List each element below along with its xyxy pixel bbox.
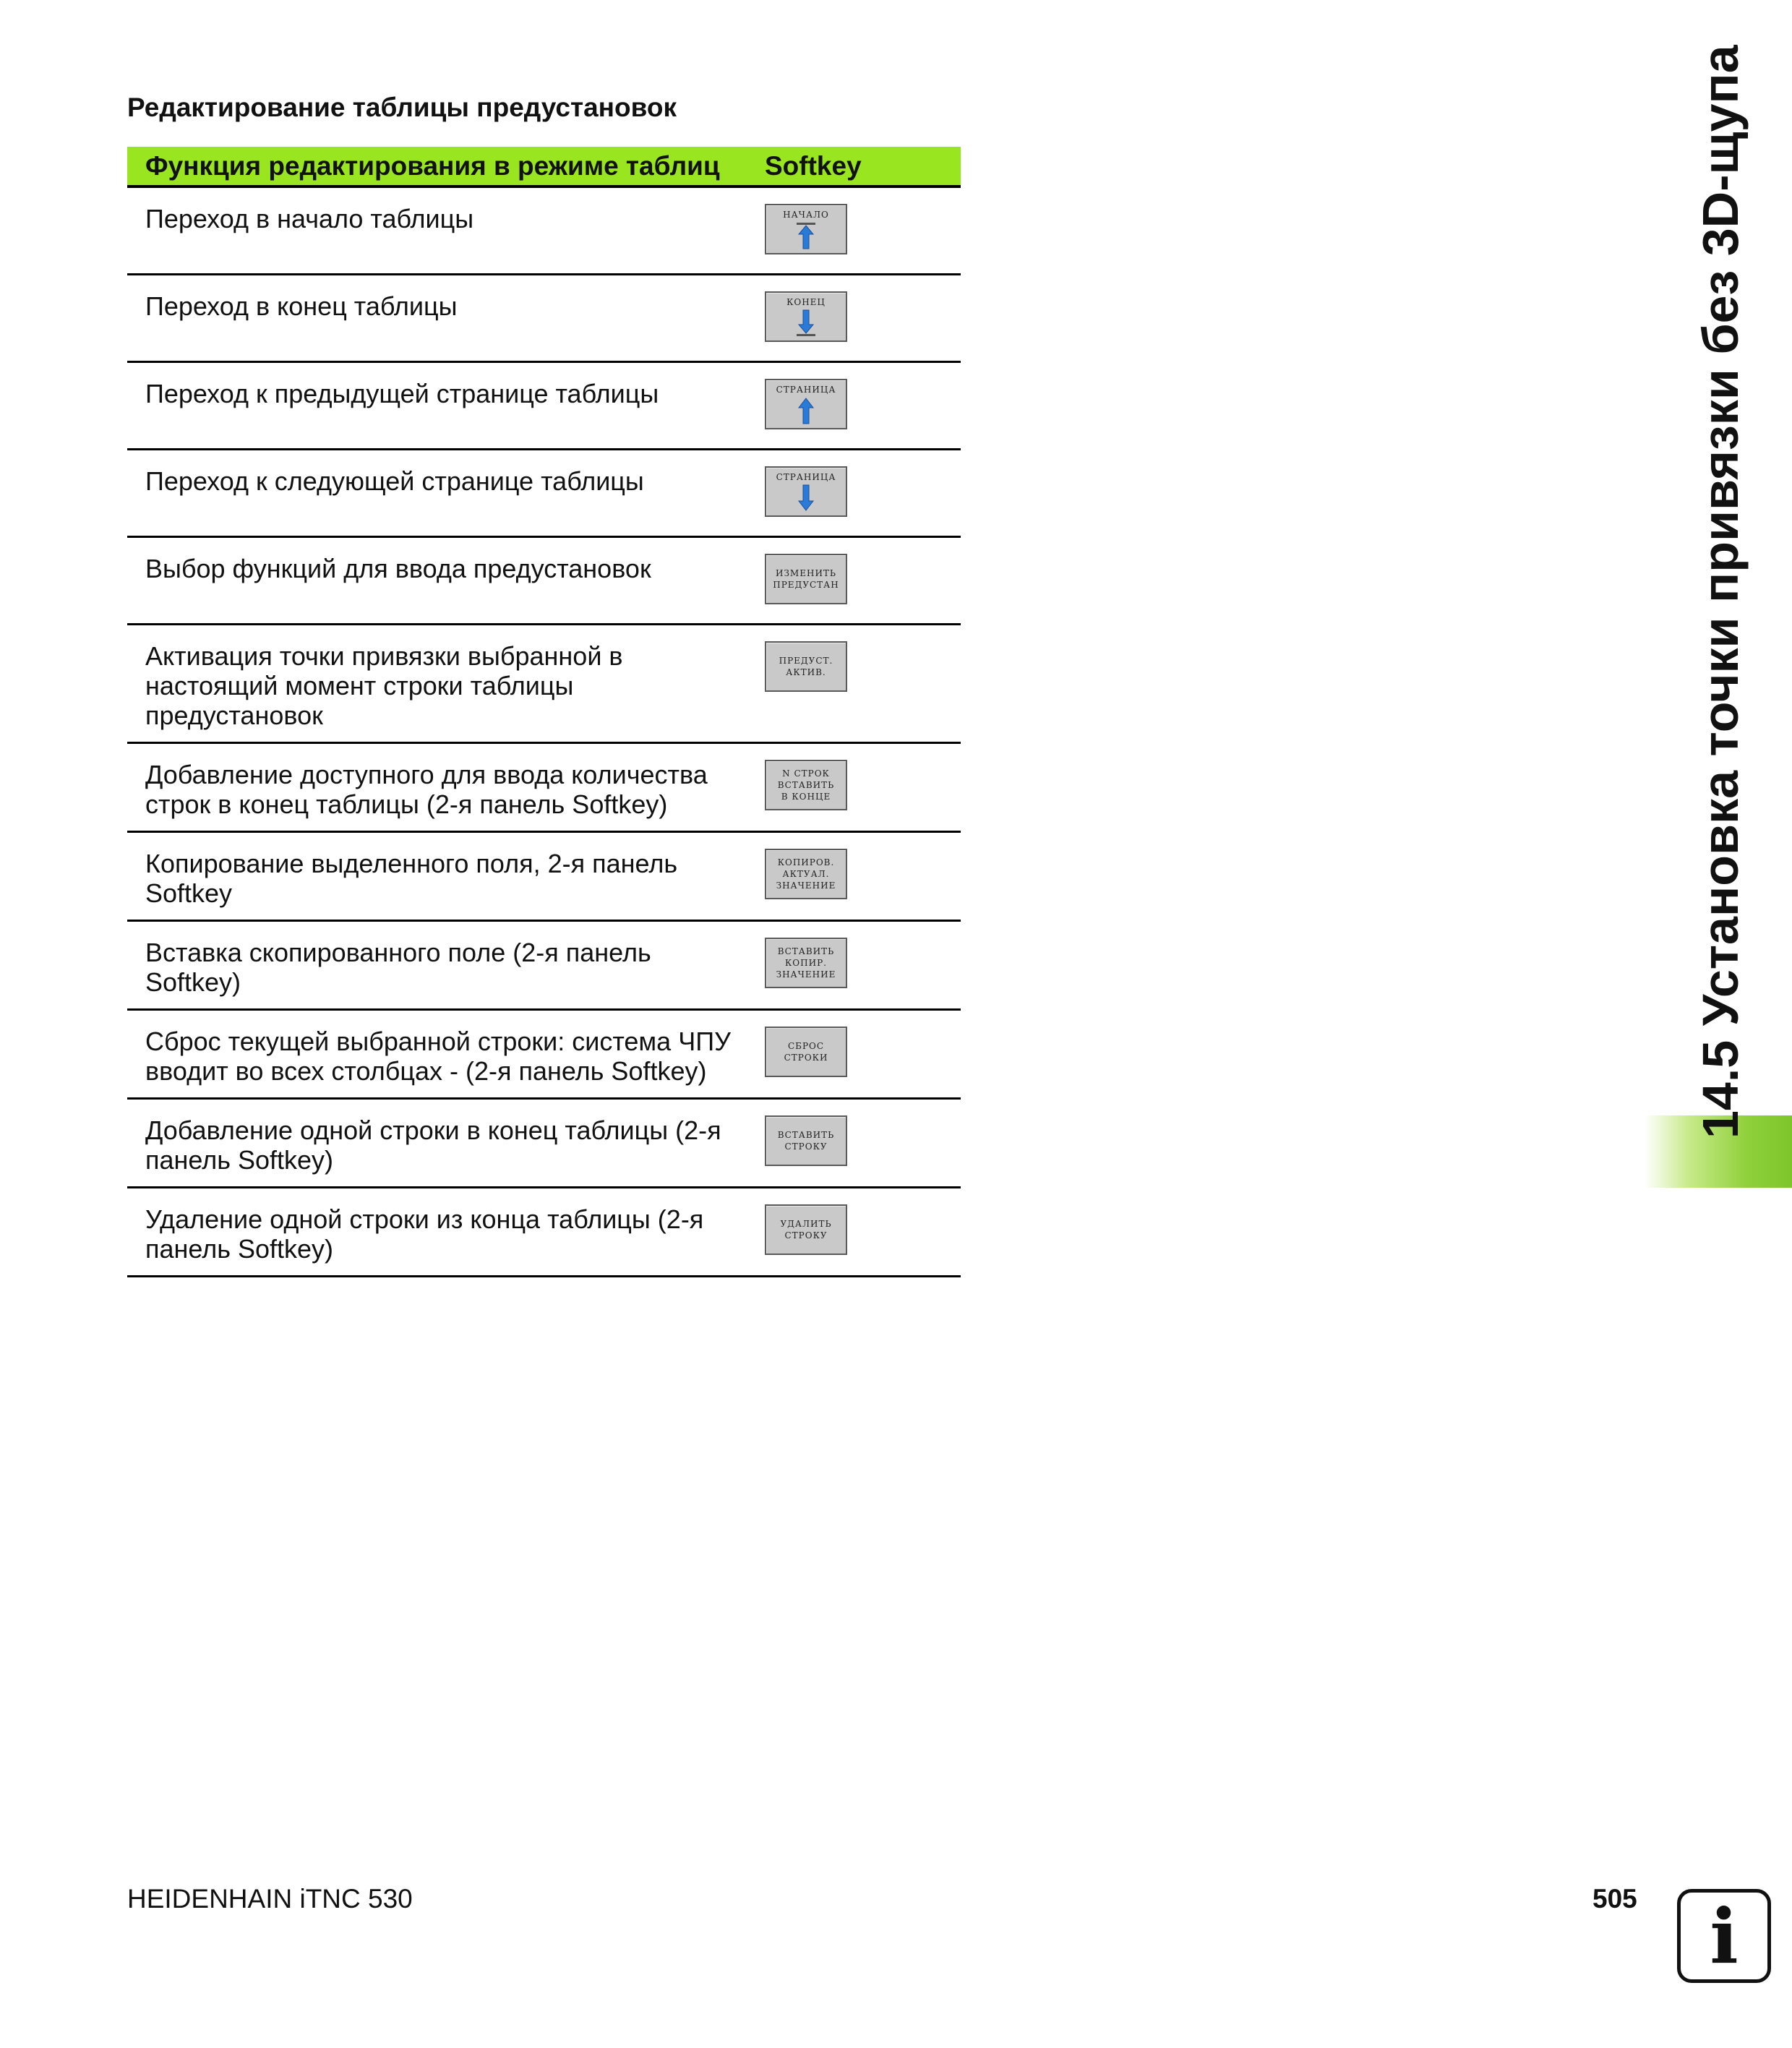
softkey-label: В КОНЦЕ: [781, 792, 831, 802]
arrow-down-icon: [795, 483, 817, 512]
table-header: [127, 147, 961, 188]
arrow-down-bar-icon: [795, 308, 817, 337]
table-row: [127, 1100, 961, 1188]
softkey-button: [765, 938, 847, 988]
footer-product: HEIDENHAIN iTNC 530: [127, 1884, 413, 1914]
table-row: [127, 450, 961, 538]
table-row: [127, 922, 961, 1011]
softkey-label: КОПИРОВ.: [777, 857, 835, 867]
row-function-text: Копирование выделенного поля, 2-я панель Softkey: [145, 849, 678, 908]
softkey-button: [765, 849, 847, 899]
table-row: [127, 744, 961, 833]
softkey-button: [765, 554, 847, 604]
softkey-label: ВСТАВИТЬ: [777, 780, 835, 790]
row-function-text: Добавление доступного для ввода количества строк в конец таблицы (2-я панель Softkey): [145, 760, 708, 819]
info-icon: [1677, 1889, 1771, 1983]
softkey-label: КОНЕЦ: [786, 297, 826, 307]
row-function-text: Сброс текущей выбранной строки: система ЧПУ вводит во всех столбцах - (2-я панель Softkey): [145, 1027, 731, 1086]
softkey-label: N СТРОК: [782, 768, 830, 779]
softkey-label: ИЗМЕНИТЬ: [775, 568, 836, 578]
row-function-text: Переход к предыдущей странице таблицы: [145, 379, 659, 408]
header-softkey: Softkey: [765, 150, 862, 181]
table-row: [127, 833, 961, 922]
softkey-label: ЗНАЧЕНИЕ: [776, 881, 836, 891]
softkey-button: [765, 760, 847, 810]
softkey-label: СТРОКИ: [784, 1053, 828, 1063]
softkey-label: СБРОС: [787, 1041, 825, 1051]
info-glyph: i: [1710, 1891, 1739, 1981]
row-function-text: Переход к следующей странице таблицы: [145, 466, 644, 496]
softkey-label: СТРАНИЦА: [776, 385, 836, 395]
softkey-button: [765, 1204, 847, 1255]
softkey-label: СТРОКУ: [784, 1141, 828, 1152]
softkey-button: [765, 291, 847, 342]
table-row: [127, 538, 961, 625]
softkey-button: [765, 379, 847, 429]
softkey-label: СТРАНИЦА: [776, 472, 836, 482]
softkey-label: ПРЕДУСТ.: [779, 656, 833, 666]
row-function-text: Выбор функций для ввода предустановок: [145, 554, 651, 583]
softkey-label: ВСТАВИТЬ: [777, 1130, 835, 1140]
table-row: [127, 275, 961, 363]
softkey-label: ВСТАВИТЬ: [777, 946, 835, 956]
row-function-text: Переход в конец таблицы: [145, 291, 458, 321]
header-function: Функция редактирования в режиме таблиц: [145, 150, 720, 181]
softkey-button: [765, 204, 847, 254]
softkey-label: АКТУАЛ.: [782, 869, 830, 879]
table-body: [127, 188, 961, 1277]
softkey-button: [765, 641, 847, 692]
row-function-text: Вставка скопированного поле (2-я панель Softkey): [145, 938, 651, 997]
table-row: [127, 1188, 961, 1277]
softkey-label: УДАЛИТЬ: [780, 1219, 832, 1229]
table-row: [127, 363, 961, 450]
arrow-up-bar-icon: [795, 220, 817, 249]
row-function-text: Удаление одной строки из конца таблицы (2-я панель Softkey): [145, 1204, 704, 1264]
table-row: [127, 1011, 961, 1100]
softkey-label: ПРЕДУСТАН: [773, 580, 839, 590]
row-function-text: Переход в начало таблицы: [145, 204, 474, 233]
section-title: Редактирование таблицы предустановок: [127, 93, 677, 122]
softkey-label: КОПИР.: [785, 958, 827, 968]
softkey-button: [765, 1115, 847, 1166]
softkey-button: [765, 466, 847, 517]
softkey-label: СТРОКУ: [784, 1230, 828, 1241]
softkey-label: ЗНАЧЕНИЕ: [776, 969, 836, 980]
row-function-text: Добавление одной строки в конец таблицы (2-я панель Softkey): [145, 1115, 721, 1175]
table-row: [127, 188, 961, 275]
arrow-up-icon: [795, 395, 817, 424]
softkey-label: НАЧАЛО: [783, 210, 829, 220]
softkey-label: АКТИВ.: [786, 667, 826, 677]
softkey-button: [765, 1027, 847, 1077]
chapter-title: 14.5 Установка точки привязки без 3D-щупа: [1692, 45, 1749, 1139]
page-number: 505: [1592, 1884, 1637, 1914]
edit-functions-table: [127, 147, 961, 1277]
table-row: [127, 625, 961, 744]
row-function-text: Активация точки привязки выбранной в настоящий момент строки таблицы предустановок: [145, 641, 623, 730]
